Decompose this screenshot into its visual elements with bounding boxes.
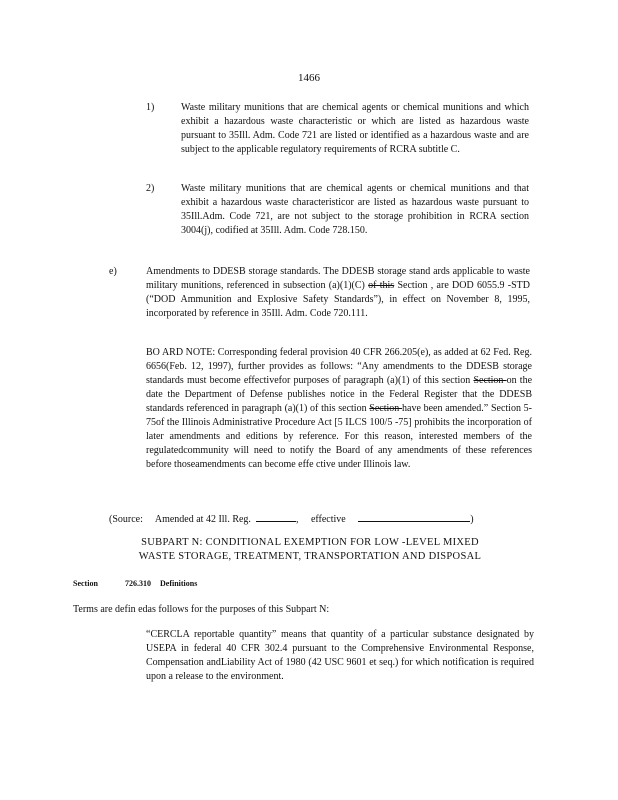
page-number: 1466 — [298, 72, 320, 84]
subpart-title-line-1: SUBPART N: CONDITIONAL EXEMPTION FOR LOW -LEVEL MIXED — [141, 537, 479, 548]
section-title: Definitions — [160, 579, 198, 588]
board-note-struck-1: Section — [473, 375, 507, 386]
item-e-text — [146, 265, 530, 321]
item-e-text-part2: Section , are DOD 6055.9 -STD (“DOD Ammunition and Explosive Safety Standards”), in effect on November 8, 1995, incorporated by reference in 35Ill. Adm. Code 720.111. — [146, 280, 530, 319]
item-2-text: Waste military munitions that are chemical agents or chemical munitions and that exhibit a hazardous waste characteristicor are listed as hazardous waste pursuant to 35Ill.Adm. Code 721, are not subject to the storage prohibition in RCRA section 3004(j), codified at 35Ill. Adm. Code 728.150. — [181, 183, 529, 236]
section-number: 726.310 — [125, 579, 151, 588]
effective-date-blank[interactable] — [358, 511, 470, 522]
source-comma: , — [295, 514, 299, 525]
item-e-text-part1: Amendments to DDESB storage standards. The DDESB storage stand ards applicable to waste military munitions, referenced in subsection (a)(1)(C) — [146, 266, 530, 291]
item-e-struck-text: of this — [368, 280, 395, 291]
source-effective: effective — [310, 514, 346, 525]
item-e-marker: e) — [109, 266, 117, 277]
source-amended: Amended at 42 Ill. Reg. — [154, 514, 251, 525]
terms-intro: Terms are defin edas follows for the purposes of this Subpart N: — [73, 604, 330, 615]
board-note — [146, 346, 532, 472]
source-close: ) — [470, 514, 474, 525]
source-line — [109, 511, 529, 527]
subpart-title-line-2: WASTE STORAGE, TREATMENT, TRANSPORTATION AND DISPOSAL — [138, 551, 482, 562]
item-2-marker: 2) — [146, 183, 155, 194]
item-1-marker: 1) — [146, 102, 155, 113]
board-note-part3: have been amended.” Section 5- 75of the Illinois Administrative Procedure Act [5 ILCS 100/5 -75] prohibits the incorporation of later amendments and editions by reference. For this reason, interested members of the regulatedcommunity will need to notify the Board of any amendments of these references before thoseamendments can become effe ctive under Illinois law. — [146, 403, 532, 470]
source-prefix: (Source: — [109, 514, 143, 525]
board-note-part2: on the date the Department of Defense publishes notice in the Federal Register that the DDESB standards referenced in paragraph (a)(1) of this section — [146, 375, 533, 414]
cercla-definition: “CERCLA reportable quantity” means that quantity of a particular substance designated by USEPA in federal 40 CFR 302.4 pursuant to the Comprehensive Environmental Response, Compensation andLiability Act of 1980 (42 USC 9601 et seq.) for which notification is required upon a release to the environment. — [146, 629, 534, 682]
board-note-part1: BO ARD NOTE: Corresponding federal provision 40 CFR 266.205(e), as added at 62 Fed. Reg. 6656(Feb. 12, 1997), further provides as follows: “Any amendments to the DDESB storage standards must become effectivefor purposes of paragraph (a)(1) of this section — [146, 347, 532, 386]
register-blank[interactable] — [256, 511, 296, 522]
item-1-text: Waste military munitions that are chemical agents or chemical munitions and which exhibit a hazardous waste characteristic or which are listed as hazardous waste pursuant to 35Ill. Adm. Code 721 are listed or identified as a hazardous waste and are subject to the applicable regulatory requirements of RCRA subtitle C. — [181, 102, 529, 155]
section-label: Section — [73, 579, 98, 588]
board-note-struck-2: Section — [369, 403, 403, 414]
